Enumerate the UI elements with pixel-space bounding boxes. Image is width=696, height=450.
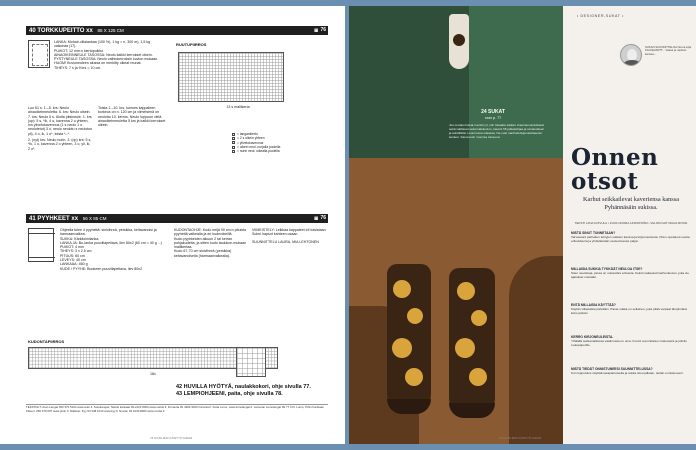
qa-item: ENTÄ MILLAISIA KÄYTTÄÄ? Käytän villasukkia päivittäin. Paras sukka on sellainen, joka pitää varpaat lämpimänä koko päivän. bbox=[571, 303, 687, 315]
towel-tension: TIHEYS: 3 x 2.5 cm bbox=[60, 249, 92, 254]
materials: LANKA: Mohair-villalankaa (100 %), 1 kg = n. 300 m), 1,5 kg valkoista (17). bbox=[54, 40, 151, 49]
instructions-col-2 bbox=[98, 106, 168, 127]
weave-3: Kudo 67-70 cm sinivihreä (persikka) keltavanoisella (harmaanvalkealla). bbox=[174, 249, 232, 258]
right-page-footer: 75 KOTILIESI KÄSITYÖ 6/2024 bbox=[499, 436, 542, 440]
knitting-chart bbox=[178, 52, 284, 102]
towel-width: LEVEYS: 40 cm bbox=[60, 258, 86, 263]
weave-2: Kudo pyyhkeiden alkuun 2 tai kerran pohjakudetta, ja sitten kudo taulukon mukaan mallikertaa. bbox=[174, 236, 247, 250]
finishing: VIIMEISTELY: Leikkaa kappaleet irti toisistaan. Solmi hapsut kahteen osaan. bbox=[252, 228, 327, 237]
sock-difficulty: xxxx p. 77 bbox=[484, 116, 502, 120]
suppliers-footer: TEKSTIILIT: Aran Langat 050 370 5104 www.aran.fi. Surekangas: Netluk kankaat 09-2123 8000 www.netluk.fi. Finnanta 09 4369 3033 finnanta.fi. Kotia Lumo, www.lumolangat.fi. Lamenar Lumolangat 09 77 473. Lumo, Pirtin Kankaan Filsteri: 050 379 697 www.pirtin.fi. Nikkiset: Kyy 03 348 1010 www.kyy.fi. Novita: 03 1030 8000 www.novita.fi. bbox=[26, 405, 324, 413]
left-page-footer: 74 KOTILIESI KÄSITYÖ 6/2024 bbox=[150, 436, 193, 440]
legend-item: = oikein neul. nurjalla puolella bbox=[232, 145, 322, 149]
designer-avatar bbox=[620, 44, 642, 66]
pattern-40-page-ref: 76 bbox=[320, 27, 326, 33]
pattern-40-size: 85 X 125 CM bbox=[97, 28, 124, 33]
towel-yarn-detail: LANKA JA: Bo-lanka puuvillapellava, liev 80x2 (60 cm = 40 g ...) bbox=[60, 240, 162, 245]
designer-caption: SUKAN SUUNNITTELIJA Noora Lilja KALVEVARTT... Vaasa ja nauhan kanssa... bbox=[645, 45, 692, 56]
qa-item: MISTÄ TIEDÄT ONNISTUNEESI SUUNNITTELUSSA? Kun lopputulos näyttää tasapainoiselta ja sukka istuu jalkaan, tiedän onnistuneeni. bbox=[571, 367, 684, 375]
legend-swatch bbox=[232, 133, 235, 136]
sock-photo bbox=[349, 6, 563, 444]
left-sock bbox=[387, 264, 431, 414]
pattern-41-materials bbox=[60, 228, 168, 271]
towel-yarn: SUKKA: Kärkiloimilanka. bbox=[60, 236, 100, 241]
weave-instructions bbox=[174, 228, 249, 258]
instructions-col-1 bbox=[28, 106, 93, 151]
sock-description: Jos mutaisi kuivat meniä nyt, niin lokaalta sisään. Kaarnamuistuttavat sekä valittavat satunnaiskuvion, kaunis 55 jalkapohjaa ja rantavoiteen ja tekstiilistä. Luonnossa sukassa. Ne ovat nauhoitettuja talvisiaeren kesken. Sama kuin muunsa toiveena. bbox=[449, 123, 545, 139]
towel-needles: PUIKOT: 4 mm bbox=[60, 245, 84, 250]
needles: PUIKOT: 12 mm:n kiertopuikko bbox=[54, 48, 104, 53]
right-sock bbox=[449, 268, 495, 418]
qa-item: MILLAISIA SUKKIA TYKKÄÄT NEULOA ITSE? Siten neulottuja, joissa on mielestäni erikoista. Keksin taitavasti karhunkuvion, joka vie ajatukset metsään. bbox=[571, 267, 689, 279]
instructions-b: 2. (nyt) krs: Neulo nurin. 3. (op) krs: 5 s, *lk, 1 o, kavenna 2 o yhteen, 3 o, yli, lk, 2 o*. bbox=[28, 138, 92, 151]
legend-item: = ylivetokavennus bbox=[232, 141, 322, 145]
weave-chart-detail bbox=[236, 347, 266, 377]
pattern-41-header bbox=[26, 214, 328, 223]
towel-amount: LANKAAA: 460 g bbox=[60, 262, 88, 267]
callout-43: 43 LEMPIOHJEENI, paita, ohje sivulla 78. bbox=[176, 391, 283, 397]
towel-schematic bbox=[28, 228, 54, 262]
legend-item: = nurin neul. oikealla puolella bbox=[232, 149, 322, 153]
left-page bbox=[0, 6, 345, 444]
legend-item: = 2 s oikein yhteen bbox=[232, 136, 322, 140]
legend-swatch bbox=[232, 146, 235, 149]
qa-item: MISTÄ SINUT TUNNETAAN? Varvassani parhaiten tehtyjen sukkien kanssa ja kirjonneuleista. Ohen opettanut useita erikoisfeuria ja yhdistämään neulemisessa paljon. bbox=[571, 231, 690, 243]
legend-item: = langankierto bbox=[232, 132, 322, 136]
chart-heading: RUUTUPIIRROS bbox=[176, 42, 207, 47]
needles-technique: AINAOIKEINNEULE TASOSSA: Neulo kaikki kerrokset oikein. bbox=[54, 52, 153, 57]
towel-intro: Ohjeella tulee 4 pyyhettä: sinivihreä, persikka, keltavanoisi ja harmaanvalkea. bbox=[60, 228, 157, 237]
legend-swatch bbox=[232, 150, 235, 153]
stitch-technique: PYSTYNEULE TASOSSA: Neulo vaihtokerroksin kuvion mukaan. HUOM! Kuvioneuleen alussa on merkitty oikeat reunat. bbox=[54, 57, 159, 66]
qa-item: KERRO KIRJONEULEISTA. Ylhäällä sukkamalleissa vaatimusta on oma. Kuviot suunnittelen mielessäni ja piirrän ruutupaperille. bbox=[571, 335, 687, 347]
section-tag: • DESIGNER-SUKAT • bbox=[577, 14, 624, 18]
chart-repeat-label: 13 s mallikerta bbox=[226, 105, 250, 109]
pattern-40-materials-block bbox=[54, 40, 164, 70]
towel-knit: KUDE / PYYHE: Bookeen puuvillapellava, liev 80x2 bbox=[60, 266, 143, 271]
camera-icon: ◙ bbox=[314, 28, 318, 34]
legend-swatch bbox=[232, 141, 235, 144]
tension: TIHEYS: 7 s ja 9 krs = 10 cm. bbox=[54, 65, 102, 70]
more-patterns-callout bbox=[176, 384, 336, 398]
blanket-schematic bbox=[28, 40, 50, 68]
sock-chart-sample bbox=[449, 14, 469, 69]
instructions-c: Toista 1.–10. krs, kunnes kappaleen korkeus on n. 120 cm ja viimeisenä on neulottu 10. kerros. Neulo loppuun vielä ainaoikeinneuletta 5 krs ja kaikki kerrokset oikein. bbox=[98, 106, 166, 128]
finishing-instructions bbox=[252, 228, 327, 244]
weave-chart-heading: KUDONTAPIIRROS bbox=[28, 339, 65, 344]
instructions-a: Luo 61 s. 1.–5. krs: Neulo ainaoikeinneuletta. 6. krs: Neulo oikein. 7. krs: Neulo 5 s. Aloita pitsineule. 1. krs (op): 5 s, *lk, 4 o, kavenna 2 o yhteen, lnn ylivetokavennus (1 s neulo 1 o neulotetut) 3 o, neulo neulotu s neulotun yli), 4 o, lk, 1 o*, toista *–*. bbox=[28, 106, 93, 136]
article-title: Onnen otsot bbox=[571, 144, 659, 195]
article-byline: TEKSTI LIINA KOIVULA • KUVA NOORA LINDSTRÖM • VALOKUVAT MAIJA ROSSI bbox=[574, 221, 688, 225]
pattern-41-page-ref: 76 bbox=[320, 215, 326, 221]
towel-length: PITUUS: 60 cm bbox=[60, 253, 85, 258]
pattern-41-title: 41 PYYHKEET bbox=[29, 216, 70, 222]
pattern-40-header bbox=[26, 26, 328, 35]
weave-chart-repeat: 18x bbox=[150, 372, 156, 376]
designer-ref: SUUNNITTELU LAURA, MIA LEHTONEN bbox=[252, 239, 319, 244]
pattern-40-title: 40 TORKKUPEITTO bbox=[29, 28, 85, 34]
pattern-40-stars: xx bbox=[86, 28, 93, 34]
camera-icon: ◙ bbox=[314, 216, 318, 222]
pattern-41-stars: xx bbox=[71, 216, 79, 222]
sock-pattern-label: 24 SUKAT bbox=[481, 109, 505, 115]
legend-swatch bbox=[232, 137, 235, 140]
chart-legend bbox=[232, 132, 322, 153]
weave-1: KUDONTAOHJE: Kudo neljä 90 cm:n pituista pyyhettä valkealla ja eri kudeväreillä. bbox=[174, 228, 247, 237]
callout-42: 42 HUVILLA HYÖTYÄ, naulakkokori, ohje sivulla 77. bbox=[176, 384, 311, 390]
pattern-41-size: 56 X 85 CM bbox=[82, 216, 107, 221]
article-lead: Karhut seikkailevat kaveriensa kanssa Pyhännäsäin sukissa. bbox=[583, 196, 679, 211]
right-page bbox=[349, 6, 696, 444]
